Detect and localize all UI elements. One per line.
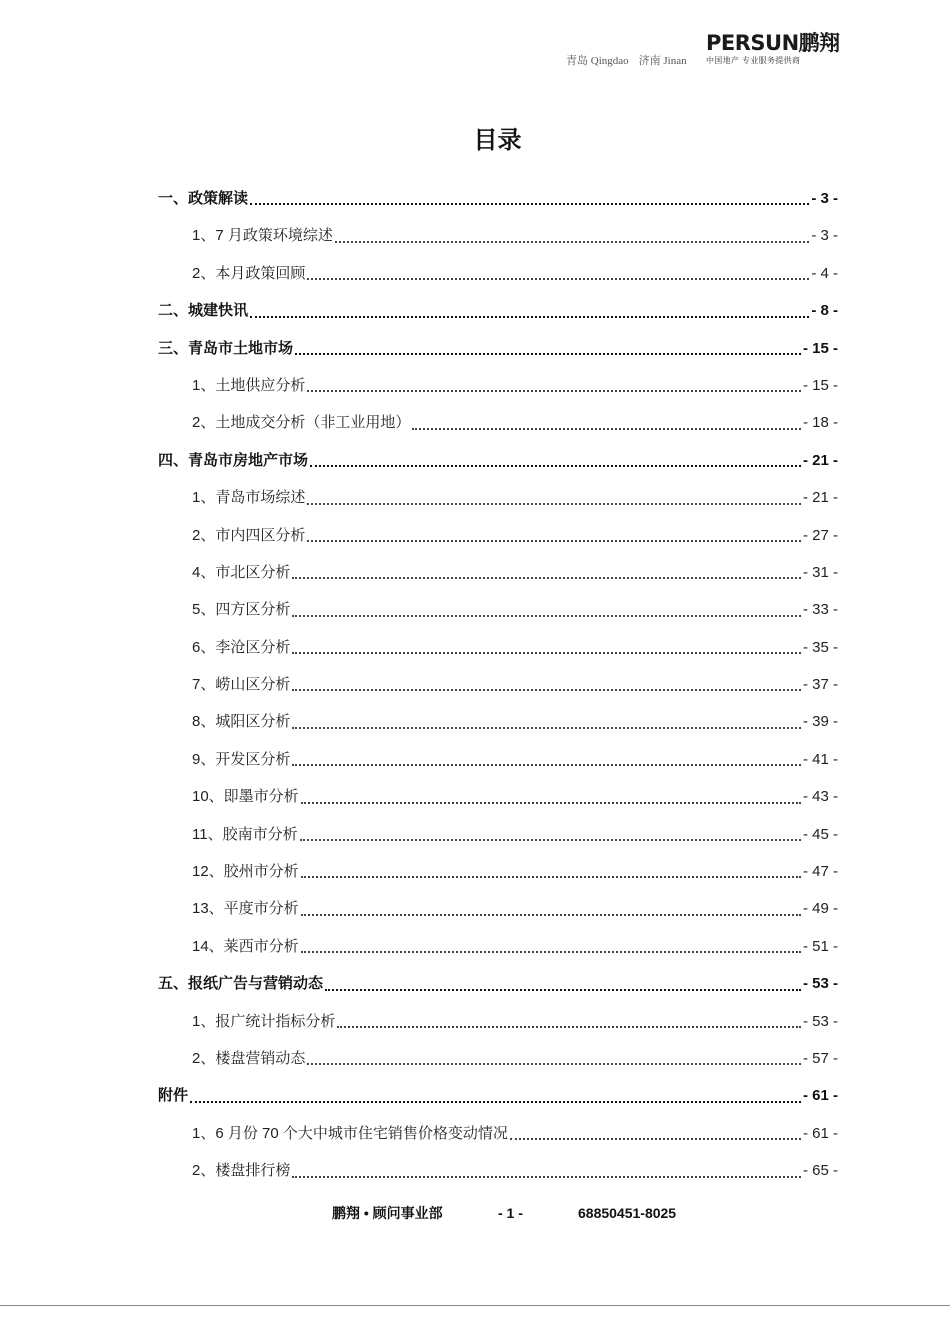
toc-dot-leader bbox=[307, 389, 801, 392]
toc-dot-leader bbox=[307, 502, 801, 505]
toc-entry[interactable] bbox=[158, 928, 838, 965]
toc-entry-label: 12、胶州市分析 bbox=[192, 863, 299, 881]
toc-dot-leader bbox=[412, 427, 801, 430]
toc-dot-leader bbox=[301, 913, 801, 916]
header-city-jinan: 济南 Jinan bbox=[638, 55, 687, 67]
toc-entry-page: - 31 - bbox=[802, 563, 838, 581]
toc-dot-leader bbox=[250, 315, 809, 318]
toc-entry-page: - 15 - bbox=[802, 339, 838, 357]
toc-entry-page: - 61 - bbox=[802, 1124, 838, 1142]
toc-dot-leader bbox=[292, 1175, 801, 1178]
toc-dot-leader bbox=[301, 801, 801, 804]
toc-entry[interactable] bbox=[158, 217, 838, 254]
toc-entry-page: - 43 - bbox=[802, 788, 838, 806]
toc-entry[interactable] bbox=[158, 778, 838, 815]
toc-entry[interactable] bbox=[158, 853, 838, 890]
toc-entry-page: - 3 - bbox=[811, 190, 838, 207]
toc-entry-page: - 37 - bbox=[802, 676, 838, 694]
header-city-qingdao: 青岛 Qingdao bbox=[566, 55, 629, 67]
toc-entry-page: - 21 - bbox=[802, 451, 838, 469]
toc-entry-page: - 45 - bbox=[802, 825, 838, 843]
toc-dot-leader bbox=[307, 1062, 801, 1065]
toc-entry[interactable] bbox=[158, 442, 838, 479]
toc-dot-leader bbox=[310, 464, 801, 467]
footer-department: 鹏翔 • 顾问事业部 bbox=[332, 1205, 443, 1221]
toc-entry-label: 一、政策解读 bbox=[158, 190, 249, 207]
toc-entry[interactable] bbox=[158, 367, 838, 404]
toc-dot-leader bbox=[510, 1137, 801, 1140]
toc-entry-label: 7、崂山区分析 bbox=[192, 676, 291, 694]
toc-entry-label: 5、四方区分析 bbox=[192, 601, 291, 619]
toc-entry-label: 11、胶南市分析 bbox=[192, 825, 298, 843]
toc-entry-label: 2、楼盘排行榜 bbox=[192, 1162, 291, 1180]
toc-entry-label: 五、报纸广告与营销动态 bbox=[158, 975, 324, 993]
toc-entry-label: 2、楼盘营销动态 bbox=[192, 1049, 306, 1067]
logo-tagline: 中国地产 专业服务提供商 bbox=[706, 56, 801, 65]
toc-entry-page: - 41 - bbox=[802, 750, 838, 768]
toc-entry[interactable] bbox=[158, 629, 838, 666]
toc-entry-label: 2、本月政策回顾 bbox=[192, 264, 306, 282]
toc-entry[interactable] bbox=[158, 1003, 838, 1040]
logo-wordmark: PERSUN鹏翔 bbox=[706, 31, 840, 55]
toc-entry-page: - 8 - bbox=[811, 302, 838, 320]
toc-entry-label: 4、市北区分析 bbox=[192, 563, 291, 581]
toc-entry[interactable] bbox=[158, 292, 838, 329]
toc-entry-label: 6、李沧区分析 bbox=[192, 638, 291, 656]
toc-entry[interactable] bbox=[158, 965, 838, 1002]
toc-entry[interactable] bbox=[158, 479, 838, 516]
toc-entry-page: - 51 - bbox=[802, 937, 838, 955]
toc-dot-leader bbox=[300, 838, 801, 841]
toc-dot-leader bbox=[292, 763, 801, 766]
toc-entry[interactable] bbox=[158, 330, 838, 367]
toc-entry-label: 9、开发区分析 bbox=[192, 750, 291, 768]
toc-entry[interactable] bbox=[158, 1115, 838, 1152]
toc-dot-leader bbox=[337, 1025, 801, 1028]
header-cities bbox=[566, 52, 687, 68]
toc-dot-leader bbox=[190, 1100, 801, 1103]
toc-entry[interactable] bbox=[158, 741, 838, 778]
toc-entry-page: - 33 - bbox=[802, 601, 838, 619]
toc-entry[interactable] bbox=[158, 517, 838, 554]
toc-entry-page: - 4 - bbox=[811, 264, 838, 282]
toc-entry[interactable] bbox=[158, 180, 838, 217]
toc-dot-leader bbox=[292, 576, 801, 579]
toc-entry-page: - 47 - bbox=[802, 863, 838, 881]
toc-entry-label: 1、土地供应分析 bbox=[192, 376, 306, 394]
footer-phone: 68850451-8025 bbox=[578, 1205, 677, 1221]
toc-entry-label: 1、7 月政策环境综述 bbox=[192, 227, 333, 245]
toc-entry[interactable] bbox=[158, 554, 838, 591]
toc-entry-page: - 27 - bbox=[802, 526, 838, 544]
company-logo bbox=[706, 32, 856, 66]
toc-entry[interactable] bbox=[158, 591, 838, 628]
toc-entry[interactable] bbox=[158, 255, 838, 292]
toc-dot-leader bbox=[307, 539, 801, 542]
toc-dot-leader bbox=[301, 875, 801, 878]
toc-entry[interactable] bbox=[158, 816, 838, 853]
toc-dot-leader bbox=[335, 240, 809, 243]
toc-entry-page: - 49 - bbox=[802, 900, 838, 918]
toc-entry-label: 三、青岛市土地市场 bbox=[158, 339, 294, 357]
toc-entry-page: - 35 - bbox=[802, 638, 838, 656]
toc-dot-leader bbox=[301, 950, 801, 953]
toc-dot-leader bbox=[295, 352, 801, 355]
toc-entry-page: - 65 - bbox=[802, 1162, 838, 1180]
toc-entry[interactable] bbox=[158, 1077, 838, 1114]
toc-dot-leader bbox=[292, 688, 801, 691]
toc-entry-page: - 15 - bbox=[802, 376, 838, 394]
page-title: 目录 bbox=[473, 127, 522, 154]
table-of-contents bbox=[158, 180, 838, 1190]
toc-entry-page: - 57 - bbox=[802, 1049, 838, 1067]
toc-entry[interactable] bbox=[158, 1040, 838, 1077]
toc-entry-label: 14、莱西市分析 bbox=[192, 937, 299, 955]
toc-entry[interactable] bbox=[158, 666, 838, 703]
toc-dot-leader bbox=[292, 614, 801, 617]
toc-entry-label: 1、报广统计指标分析 bbox=[192, 1012, 336, 1030]
toc-dot-leader bbox=[325, 988, 801, 991]
toc-entry-page: - 53 - bbox=[802, 1012, 838, 1030]
toc-entry-label: 二、城建快讯 bbox=[158, 302, 249, 320]
toc-dot-leader bbox=[292, 726, 801, 729]
page-bottom-divider bbox=[0, 1305, 950, 1306]
toc-entry[interactable] bbox=[158, 1152, 838, 1189]
toc-entry-page: - 21 - bbox=[802, 489, 838, 507]
toc-dot-leader bbox=[292, 651, 801, 654]
toc-entry-page: - 53 - bbox=[802, 975, 838, 993]
toc-entry-label: 10、即墨市分析 bbox=[192, 788, 299, 806]
toc-entry[interactable] bbox=[158, 404, 838, 441]
toc-entry[interactable] bbox=[158, 890, 838, 927]
toc-entry-label: 2、市内四区分析 bbox=[192, 526, 306, 544]
toc-entry-label: 8、城阳区分析 bbox=[192, 713, 291, 731]
toc-entry-page: - 18 - bbox=[802, 414, 838, 432]
toc-entry-label: 13、平度市分析 bbox=[192, 900, 299, 918]
toc-dot-leader bbox=[250, 202, 809, 205]
toc-entry-label: 1、青岛市场综述 bbox=[192, 489, 306, 507]
footer-page-number: - 1 - bbox=[498, 1205, 523, 1221]
page-footer bbox=[332, 1203, 676, 1223]
toc-entry-page: - 39 - bbox=[802, 713, 838, 731]
toc-entry-page: - 3 - bbox=[811, 227, 838, 245]
toc-entry[interactable] bbox=[158, 703, 838, 740]
toc-entry-label: 2、土地成交分析（非工业用地） bbox=[192, 414, 411, 432]
toc-entry-page: - 61 - bbox=[802, 1087, 838, 1105]
toc-entry-label: 1、6 月份 70 个大中城市住宅销售价格变动情况 bbox=[192, 1124, 508, 1142]
toc-dot-leader bbox=[307, 277, 809, 280]
toc-entry-label: 附件 bbox=[158, 1087, 189, 1105]
toc-entry-label: 四、青岛市房地产市场 bbox=[158, 451, 309, 469]
